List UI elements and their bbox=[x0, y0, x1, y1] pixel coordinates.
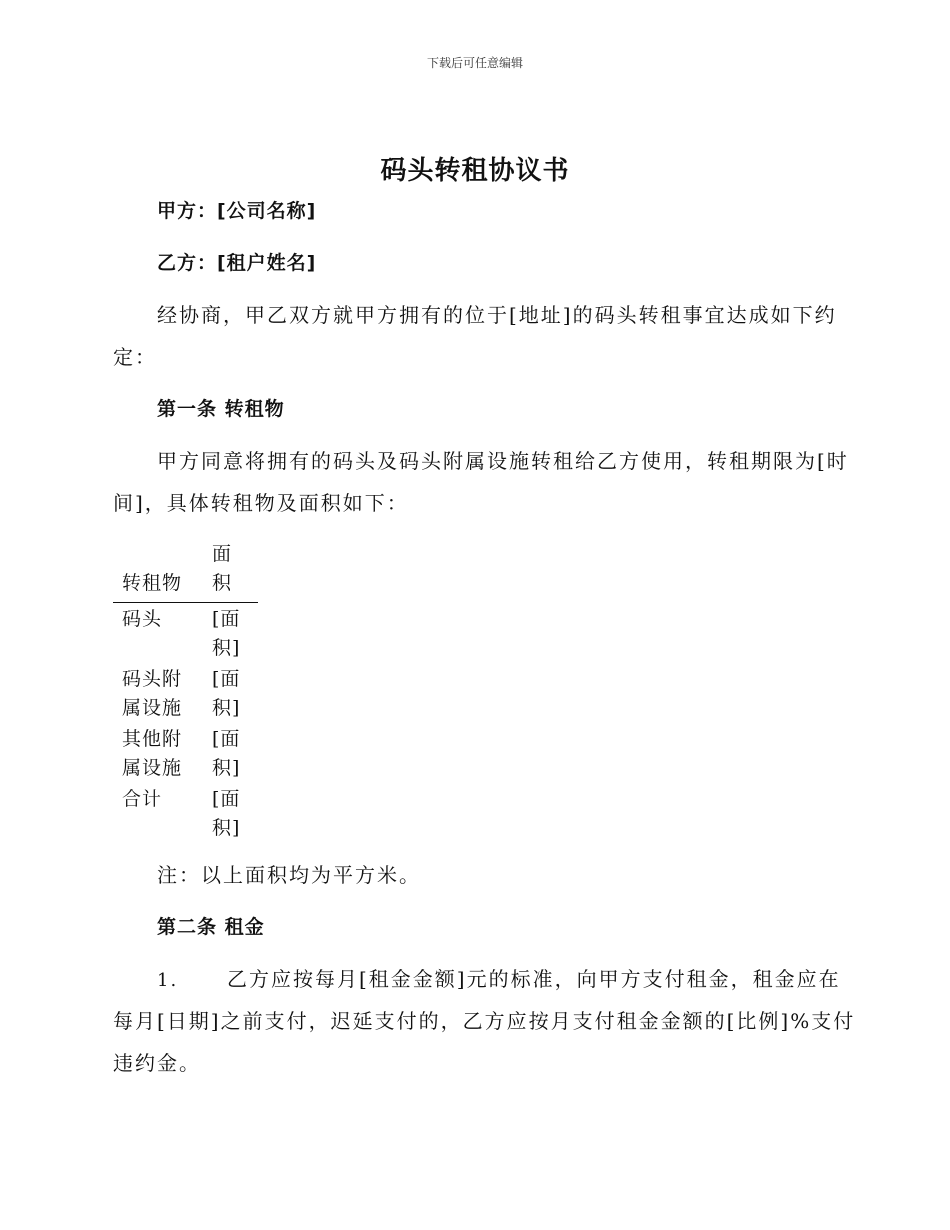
table-row bbox=[113, 665, 258, 723]
intro-paragraph-line-2: 定： bbox=[113, 345, 157, 369]
article-1-paragraph-line-2: 间]，具体转租物及面积如下： bbox=[113, 491, 409, 515]
article-2-item-1-line-1: 1. 乙方应按每月[租金金额]元的标准，向甲方支付租金，租金应在 bbox=[113, 958, 877, 1002]
table-cell-area: [面积] bbox=[212, 728, 241, 779]
article-1-heading: 第一条 转租物 bbox=[157, 398, 285, 420]
article-1-paragraph-line-1: 甲方同意将拥有的码头及码头附属设施转租给乙方使用，转租期限为[时 bbox=[157, 449, 849, 473]
table-cell-area: [面积] bbox=[212, 668, 241, 719]
table-cell-item: 合计 bbox=[122, 788, 163, 810]
party-b-line: 乙方：[租户姓名] bbox=[157, 252, 317, 274]
table-header-row bbox=[113, 540, 258, 603]
intro-paragraph-line-1: 经协商，甲乙双方就甲方拥有的位于[地址]的码头转租事宜达成如下约 bbox=[157, 303, 837, 327]
page-header-note: 下载后可任意编辑 bbox=[426, 56, 523, 70]
article-2-item-1-line-3: 违约金。 bbox=[113, 1051, 201, 1075]
list-number: 1. bbox=[157, 970, 179, 991]
table-note: 注：以上面积均为平方米。 bbox=[157, 863, 421, 887]
table-row bbox=[113, 725, 258, 783]
document-title: 码头转租协议书 bbox=[380, 156, 570, 186]
table-cell-area: [面积] bbox=[212, 788, 241, 839]
article-2-item-1-line-2: 每月[日期]之前支付，迟延支付的，乙方应按月支付租金金额的[比例]%支付 bbox=[113, 1009, 856, 1033]
table-header-area: 面积 bbox=[212, 543, 233, 594]
table-cell-area: [面积] bbox=[212, 608, 241, 659]
table-cell-item: 其他附属设施 bbox=[122, 728, 183, 779]
table-cell-item: 码头附属设施 bbox=[122, 668, 183, 719]
table-cell-item: 码头 bbox=[122, 608, 163, 630]
article-2-heading: 第二条 租金 bbox=[157, 916, 265, 938]
table-header-item: 转租物 bbox=[122, 572, 183, 594]
table-row bbox=[113, 605, 258, 663]
party-a-line: 甲方：[公司名称] bbox=[157, 200, 317, 222]
area-table bbox=[113, 540, 258, 843]
table-row bbox=[113, 785, 258, 843]
